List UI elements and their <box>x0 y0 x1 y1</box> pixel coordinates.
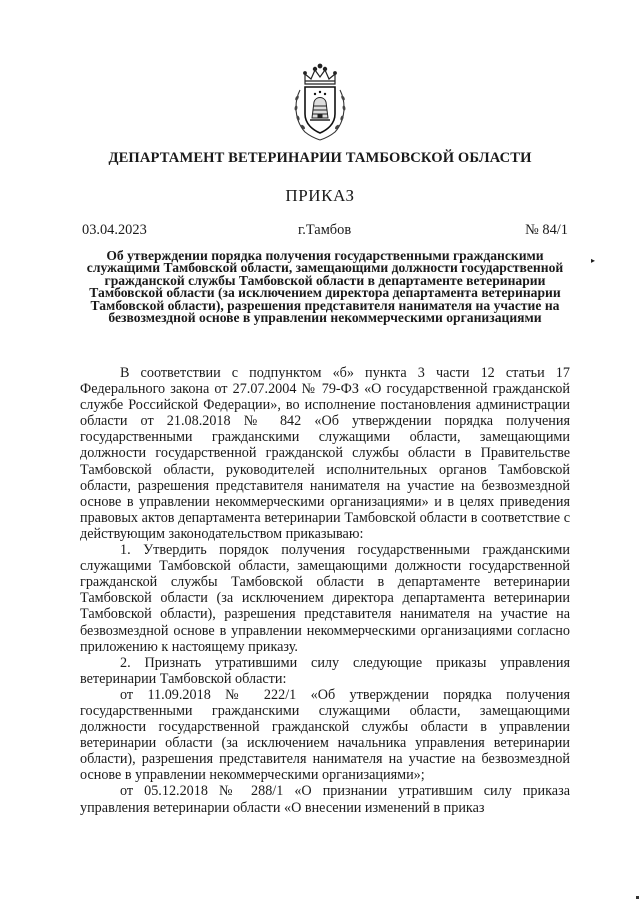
body-paragraph-repeal-2: от 05.12.2018 № 288/1 «О признании утратившим силу приказа управления ветеринарии области «О внесении изменений в приказ <box>80 783 570 816</box>
document-city: г.Тамбов <box>298 222 352 238</box>
scan-edge-mark <box>636 896 639 899</box>
document-number: № 84/1 <box>525 222 568 238</box>
document-heading: Об утверждении порядка получения государственными гражданскими служащими Тамбовской области, замещающими должности государственной гражданской службы Тамбовской области в департаменте ветеринарии Тамбовской области (за исключением директора департамента ветеринарии Тамбовской области), разрешения представителя нанимателя на участие на безвозмездной основе в управлении некоммерческими организациями <box>86 248 564 326</box>
body-paragraph-preamble: В соответствии с подпунктом «б» пункта 3 части 12 статьи 17 Федерального закона от 27.07.2004 № 79-ФЗ «О государственной гражданской службе Российской Федерации», во исполнение постановления администрации области от 21.08.2018 № 842 «Об утверждении порядка получения государственными гражданскими служащими области, замещающими должности государственной гражданской службы области в Правительстве Тамбовской области, руководителей исполнительных органов Тамбовской области, разрешения представителя нанимателя на участие на безвозмездной основе в управлении некоммерческими организациями» и в целях приведения правовых актов департамента ветеринарии Тамбовской области в соответствие с действующим законодательством приказываю: <box>80 365 570 542</box>
margin-mark: ▸ <box>591 256 596 265</box>
body-paragraph-item-2: 2. Признать утратившими силу следующие приказы управления ветеринарии Тамбовской области: <box>80 654 570 687</box>
document-date: 03.04.2023 <box>82 222 147 238</box>
document-body <box>80 365 570 816</box>
department-title: ДЕПАРТАМЕНТ ВЕТЕРИНАРИИ ТАМБОВСКОЙ ОБЛАСТИ <box>108 150 532 166</box>
body-paragraph-repeal-1: от 11.09.2018 № 222/1 «Об утверждении порядка получения государственными гражданскими служащими области, замещающими должности государственной гражданской службы области в управлении ветеринарии области (за исключением начальника управления ветеринарии области), разрешения представителя нанимателя на участие на безвозмездной основе в управлении некоммерческими организациями»; <box>80 686 570 784</box>
document-type-title: ПРИКАЗ <box>285 186 355 205</box>
document-meta-row <box>82 222 568 240</box>
body-paragraph-item-1: 1. Утвердить порядок получения государственными гражданскими служащими Тамбовской области, замещающими должности государственной гражданской службы Тамбовской области в департаменте ветеринарии Тамбовской области (за исключением директора департамента ветеринарии Тамбовской области), разрешения представителя нанимателя на участие на безвозмездной основе в управлении некоммерческими организациями согласно приложению к настоящему приказу. <box>80 542 570 655</box>
coat-of-arms-emblem <box>291 62 349 142</box>
